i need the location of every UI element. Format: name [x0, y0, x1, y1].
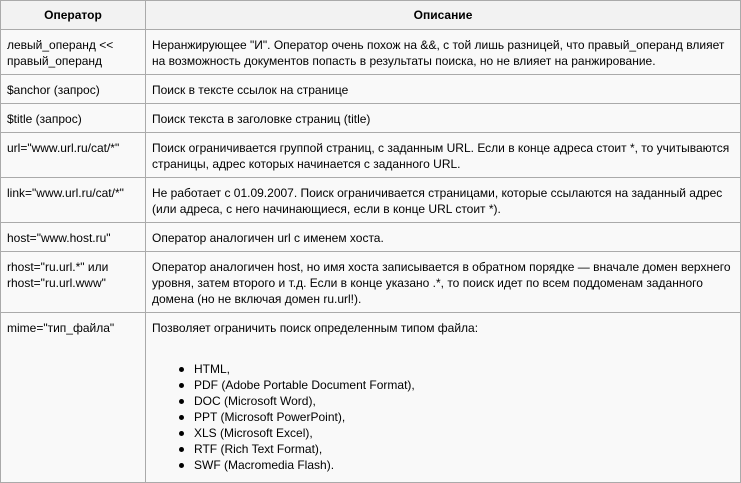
list-item [194, 361, 734, 377]
bullet-icon [179, 447, 184, 452]
operator-cell: url="www.url.ru/cat/*" [1, 133, 145, 177]
table-row [1, 313, 740, 482]
table-row [1, 252, 740, 312]
operator-cell: $title (запрос) [1, 104, 145, 132]
bullet-icon [179, 431, 184, 436]
table-row [1, 104, 740, 132]
bullet-icon [179, 367, 184, 372]
bullet-icon [179, 383, 184, 388]
table-row [1, 223, 740, 251]
header-operator: Оператор [1, 1, 145, 29]
file-type: DOC (Microsoft Word), [194, 394, 316, 408]
operator-cell: $anchor (запрос) [1, 75, 145, 103]
list-item [194, 425, 734, 441]
description-cell: Неранжирующее "И". Оператор очень похож на &&, с той лишь разницей, что правый_операнд влияет на возможность документов попасть в результаты поиска, но не влияет на ранжирование. [146, 30, 740, 74]
description-cell: Поиск ограничивается группой страниц, с заданным URL. Если в конце адреса стоит *, то учитываются страницы, адрес которых начинается с заданного URL. [146, 133, 740, 177]
description-cell: Оператор аналогичен host, но имя хоста записывается в обратном порядке — вначале домен верхнего уровня, затем второго и т.д. Если в конце указано .*, то поиск идет по всем поддоменам заданного домена (но не включая домен ru.url!). [146, 252, 740, 312]
file-type: SWF (Macromedia Flash). [194, 458, 335, 472]
list-item [194, 377, 734, 393]
list-item [194, 409, 734, 425]
table-row [1, 133, 740, 177]
bullet-icon [179, 399, 184, 404]
operator-cell: rhost="ru.url.*" или rhost="ru.url.www" [1, 252, 145, 312]
table-row [1, 75, 740, 103]
header-description: Описание [146, 1, 740, 29]
file-type: PDF (Adobe Portable Document Format), [194, 378, 415, 392]
bullet-icon [179, 463, 184, 468]
file-type: XLS (Microsoft Excel), [194, 426, 313, 440]
file-type: RTF (Rich Text Format), [194, 442, 323, 456]
operator-cell: mime="тип_файла" [1, 313, 145, 482]
bullet-icon [179, 415, 184, 420]
list-item [194, 441, 734, 457]
file-type: HTML, [194, 362, 230, 376]
description-text: Позволяет ограничить поиск определенным типом файла: [152, 321, 479, 335]
file-type: PPT (Microsoft PowerPoint), [194, 410, 346, 424]
description-cell: Оператор аналогичен url с именем хоста. [146, 223, 740, 251]
operator-cell: host="www.host.ru" [1, 223, 145, 251]
table-header-row [1, 1, 740, 29]
list-item [194, 393, 734, 409]
description-cell [146, 313, 740, 482]
description-cell: Не работает с 01.09.2007. Поиск ограничивается страницами, которые ссылаются на заданный адрес (или адреса, с него начинающиеся, если в конце URL стоит *). [146, 178, 740, 222]
list-item [194, 457, 734, 473]
description-cell: Поиск в тексте ссылок на странице [146, 75, 740, 103]
file-type-list [152, 361, 734, 473]
operator-cell: link="www.url.ru/cat/*" [1, 178, 145, 222]
table-row [1, 178, 740, 222]
operator-cell: левый_операнд << правый_операнд [1, 30, 145, 74]
description-cell: Поиск текста в заголовке страниц (title) [146, 104, 740, 132]
table-row [1, 30, 740, 74]
